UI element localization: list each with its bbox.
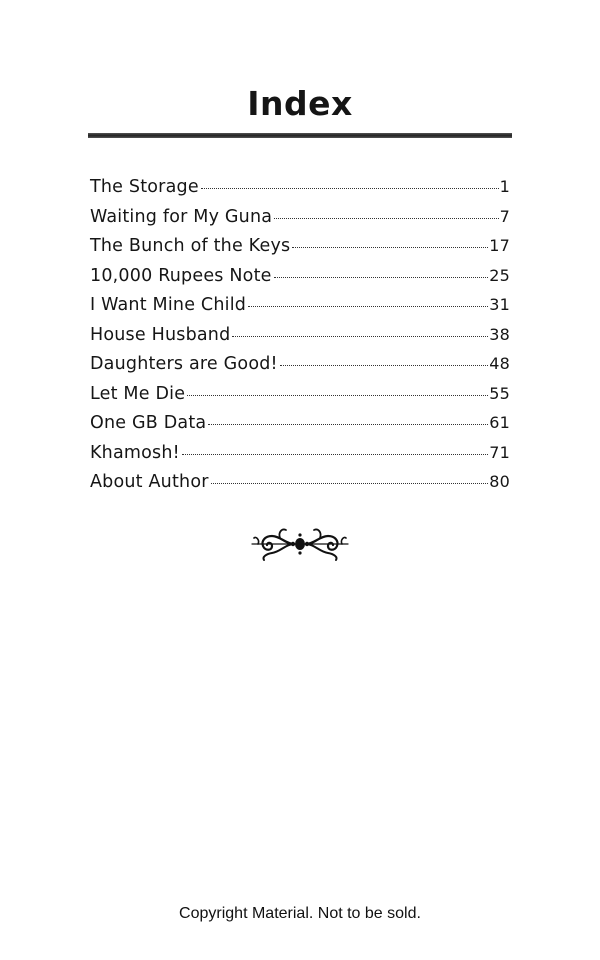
toc-entry-title: The Storage [90,177,199,197]
toc-entry [90,325,510,355]
toc-entry [90,207,510,237]
toc-entry-title: The Bunch of the Keys [90,236,291,256]
toc-entry-page: 17 [489,236,510,255]
toc-entry [90,384,510,414]
toc-entry-title: Waiting for My Guna [90,206,273,227]
dot-leader [248,306,488,307]
toc-entry [90,354,510,384]
toc-entry-page: 61 [489,413,510,432]
dot-leader [187,395,488,396]
dot-leader [274,218,498,219]
title-rule-divider [88,133,512,138]
toc-entry [90,472,510,502]
toc-entry-title: 10,000 Rupees Note [90,265,272,286]
toc-entry-page: 25 [489,265,510,285]
dot-leader [182,454,488,455]
toc-entry-title: Daughters are Good! [90,354,278,374]
toc-entry-page: 55 [489,383,510,403]
toc-entry-title: One GB Data [90,413,207,433]
dot-leader [274,277,489,278]
toc-entry [90,413,510,443]
toc-entry-page: 38 [489,324,510,344]
toc-entry-page: 80 [489,472,510,491]
toc-entry-title: Khamosh! [90,442,180,463]
toc-entry-title: About Author [90,472,209,492]
toc-entry-page: 48 [489,354,510,373]
toc-entry [90,236,510,266]
toc-entry-page: 31 [489,295,510,314]
dot-leader [208,424,488,425]
toc-entry-page: 71 [489,442,510,462]
toc-entry-title: Let Me Die [90,383,186,404]
page-title: Index [247,84,353,123]
toc-entry-page: 7 [499,206,510,226]
dot-leader [292,247,488,248]
toc-entry-title: House Husband [90,324,231,345]
toc-entry [90,295,510,325]
toc-entry-title: I Want Mine Child [90,295,247,315]
toc-entry [90,443,510,473]
toc-entry [90,177,510,207]
flourish-ornament-icon [250,524,350,564]
dot-leader [211,483,489,484]
toc-entry [90,266,510,296]
dot-leader [232,336,488,337]
dot-leader [201,188,499,189]
table-of-contents [90,177,510,502]
dot-leader [280,365,488,366]
copyright-footer: Copyright Material. Not to be sold. [179,905,421,922]
toc-entry-page: 1 [499,177,510,196]
